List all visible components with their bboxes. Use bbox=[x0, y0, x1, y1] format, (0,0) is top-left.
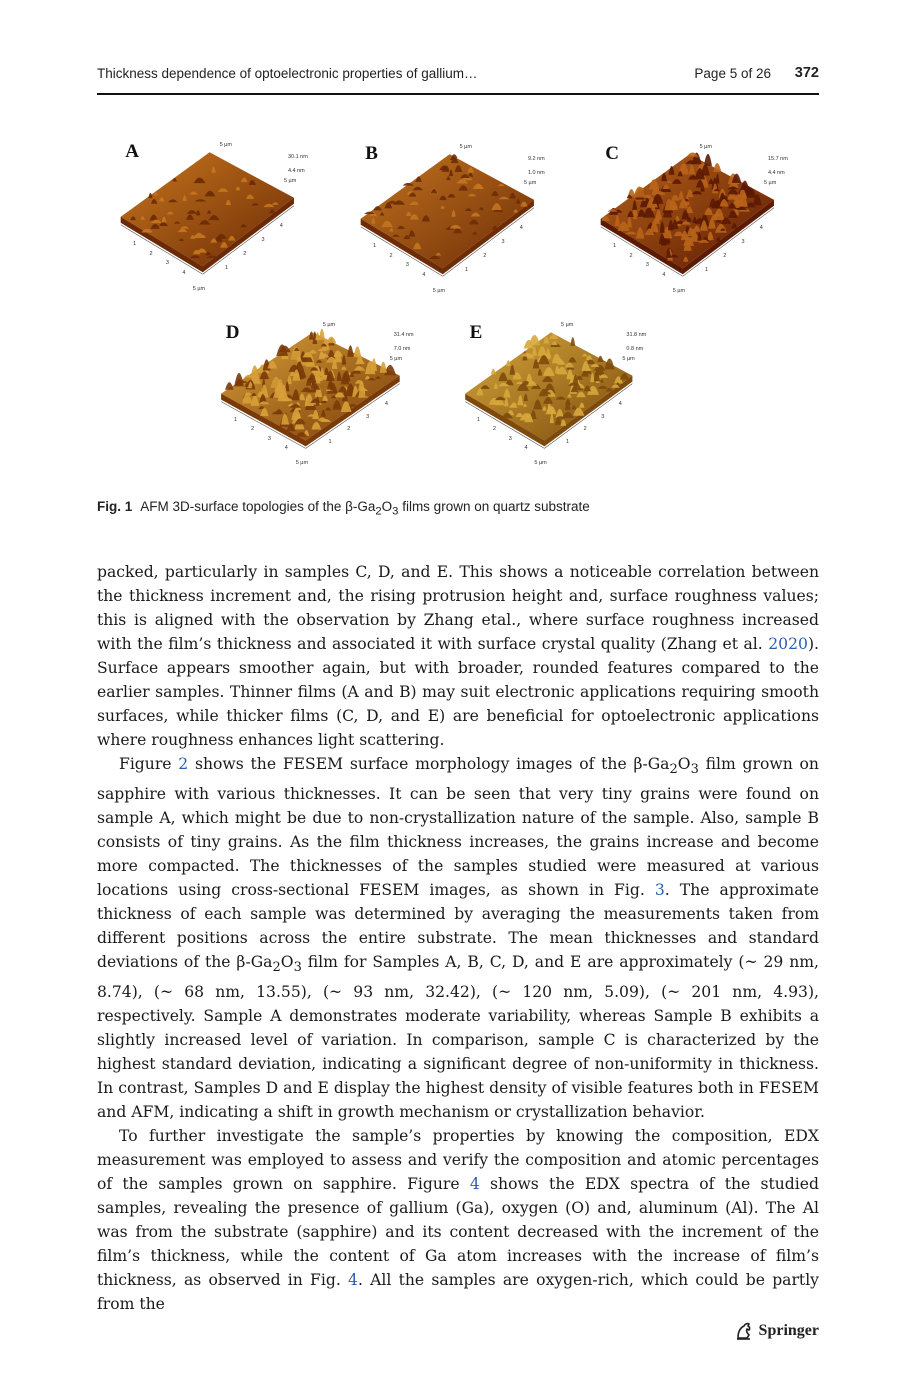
height-scale-top: 30.1 nm bbox=[287, 153, 308, 160]
tick-label-right: 2 bbox=[347, 426, 351, 433]
p2-text-d: film grown on sapphire with various thicknesses. It can be seen that very tiny grains were found on sample A, which might be due to non-crystallization nature of the sample. Also, sample B consists of tiny grains. As the film thickness increases, the grains increase and become more compacted. The thicknesses of the samples studied were measured at various locations using cross-sectional FESEM images, as shown in Fig. bbox=[97, 755, 819, 900]
panel-letter-a: A bbox=[125, 140, 139, 162]
paragraph-1 bbox=[97, 560, 819, 752]
p2-text-g: film for Samples A, B, C, D, and E are approximately (~ 29 nm, 8.74), (~ 68 nm, 13.55), (~ 93 nm, 32.42), (~ 120 nm, 5.09), (~ 201 nm, 4.93), respectively. Sample A demonstrates moderate variability, whereas Sample B exhibits a slightly increased level of variation. In comparison, sample C is characterized by the highest standard deviation, indicating a significant degree of non-uniformity in thickness. In contrast, Samples D and E display the highest density of visible features both in FESEM and AFM, indicating a shift in growth mechanism or crystallization behavior. bbox=[97, 953, 819, 1122]
p2-text-e: . The approximate thickness of each sample was determined by averaging the measurements taken from different positions across the entire substrate. The mean thicknesses and standard deviations of the β-Ga bbox=[97, 881, 819, 972]
tick-label-right: 1 bbox=[225, 264, 229, 271]
figure-4-link[interactable]: 4 bbox=[469, 1175, 480, 1194]
corner-unit-label: 5 µm bbox=[561, 322, 574, 329]
axis-unit-label: 5 µm bbox=[534, 460, 547, 467]
tick-label-right: 3 bbox=[501, 239, 505, 246]
tick-label-left: 2 bbox=[629, 252, 633, 259]
axis-unit-label-b: 5 µm bbox=[283, 177, 297, 184]
p3-text-a: To further investigate the sample’s properties by knowing the composition, EDX measurement was employed to assess and verify the composition and atomic percentages of the samples grown on sapphire. Figure bbox=[97, 1127, 819, 1194]
axis-unit-label-b: 5 µm bbox=[523, 179, 537, 186]
tick-label-left: 2 bbox=[250, 426, 254, 433]
running-header bbox=[97, 64, 819, 86]
p3-text-c: . All the samples are oxygen-rich, which could be partly from the bbox=[97, 1271, 819, 1314]
panel-letter-e: E bbox=[469, 321, 483, 343]
surface-peak bbox=[225, 382, 233, 390]
caption-text-2: O bbox=[381, 499, 393, 514]
surface-peak bbox=[148, 193, 152, 198]
axis-unit-label-b: 5 µm bbox=[622, 355, 635, 362]
paragraph-2 bbox=[97, 752, 819, 1124]
surface-peak bbox=[315, 332, 319, 340]
tick-label-left: 1 bbox=[613, 242, 617, 249]
tick-label-right: 1 bbox=[566, 439, 570, 446]
tick-label-right: 3 bbox=[261, 237, 265, 244]
surface-peak bbox=[491, 369, 496, 375]
tick-label-left: 4 bbox=[524, 445, 528, 452]
surface-peak bbox=[605, 359, 615, 370]
p2-sub-2: 3 bbox=[690, 762, 699, 778]
p3-text-b: shows the EDX spectra of the studied samples, revealing the presence of gallium (Ga), oxygen (O) and, aluminum (Al). The Al was from the substrate (sapphire) and its content decreased with the increment of the film’s thickness, while the content of Ga atom increases with the increase of film’s thickness, as observed in Fig. bbox=[97, 1175, 819, 1290]
tick-label-left: 1 bbox=[477, 416, 481, 423]
figure-3-link[interactable]: 3 bbox=[654, 881, 665, 900]
tick-label-left: 2 bbox=[492, 426, 496, 433]
height-scale-mid: 0.8 nm bbox=[626, 345, 644, 352]
tick-label-left: 4 bbox=[662, 272, 666, 279]
tick-label-left: 3 bbox=[645, 262, 649, 269]
caption-text-3: films grown on quartz substrate bbox=[398, 499, 590, 514]
publisher-name: Springer bbox=[758, 1322, 819, 1339]
p2-text-f: O bbox=[280, 953, 294, 972]
tick-label-right: 4 bbox=[618, 400, 622, 407]
panel-letter-d: D bbox=[225, 321, 240, 343]
p1-text-end: ). Surface appears smoother again, but with broader, rounded features compared to the earlier samples. Thinner films (A and B) may suit electronic applications requiring smooth surfaces, while thicker films (C, D, and E) are beneficial for optoelectronic applications where roughness enhances light scattering. bbox=[97, 635, 819, 749]
caption-sub-2: 3 bbox=[392, 505, 399, 518]
afm-panel-e bbox=[452, 300, 672, 480]
body-text bbox=[97, 560, 819, 1316]
afm-panel-b bbox=[347, 120, 575, 310]
surface-peak bbox=[570, 337, 575, 346]
tick-label-right: 2 bbox=[583, 426, 587, 433]
p2-text-b: shows the FESEM surface morphology images of the β-Ga bbox=[188, 755, 670, 773]
height-scale-mid: 4.4 nm bbox=[287, 167, 305, 174]
tick-label-left: 4 bbox=[182, 270, 186, 277]
tick-label-left: 3 bbox=[267, 435, 271, 442]
publisher-footer bbox=[734, 1321, 819, 1341]
tick-label-left: 2 bbox=[389, 252, 393, 259]
axis-unit-label-b: 5 µm bbox=[389, 355, 403, 362]
surface-peak bbox=[506, 360, 511, 366]
tick-label-left: 4 bbox=[284, 445, 288, 452]
header-rule bbox=[97, 93, 819, 95]
axis-unit-label: 5 µm bbox=[432, 288, 446, 295]
tick-label-right: 3 bbox=[601, 413, 605, 420]
p1-text: packed, particularly in samples C, D, and E. This shows a noticeable correlation between the thickness increment and, the rising protrusion height and, surface roughness values; this is aligned with the observation by Zhang etal., where surface roughness increased with the film’s thickness and associated it with surface crystal quality (Zhang et al. bbox=[97, 563, 819, 653]
corner-unit-label: 5 µm bbox=[459, 144, 472, 151]
figure-label: Fig. 1 bbox=[97, 499, 133, 514]
surface-peak bbox=[234, 373, 244, 386]
p2-sub-3: 2 bbox=[272, 960, 281, 976]
paragraph-3 bbox=[97, 1124, 819, 1316]
height-scale-mid: 4.4 nm bbox=[767, 169, 785, 176]
tick-label-right: 4 bbox=[759, 225, 763, 232]
axis-unit-label: 5 µm bbox=[192, 286, 206, 293]
tick-label-right: 4 bbox=[519, 225, 523, 232]
axis-unit-label-b: 5 µm bbox=[763, 179, 777, 186]
tick-label-right: 1 bbox=[328, 439, 332, 446]
corner-unit-label: 5 µm bbox=[322, 322, 336, 329]
p2-text-a: Figure bbox=[119, 755, 179, 773]
surface-peak bbox=[250, 365, 259, 378]
height-scale-top: 15.7 nm bbox=[767, 155, 788, 162]
height-scale-top: 31.4 nm bbox=[393, 331, 414, 338]
surface-peak bbox=[704, 154, 712, 166]
height-scale-top: 9.2 nm bbox=[527, 155, 545, 162]
afm-panel-c bbox=[587, 120, 815, 310]
height-scale-top: 31.8 nm bbox=[626, 331, 647, 338]
axis-unit-label: 5 µm bbox=[295, 460, 309, 467]
corner-unit-label: 5 µm bbox=[699, 144, 712, 151]
surface-peak bbox=[319, 329, 325, 340]
tick-label-right: 2 bbox=[723, 252, 727, 259]
figure-4-link-2[interactable]: 4 bbox=[348, 1271, 358, 1290]
tick-label-right: 1 bbox=[705, 266, 709, 273]
tick-label-left: 4 bbox=[422, 272, 426, 279]
surface-peak bbox=[347, 345, 354, 357]
p2-sub-4: 3 bbox=[293, 960, 302, 976]
surface-peak bbox=[380, 362, 387, 373]
afm-panel-a bbox=[107, 118, 335, 308]
tick-label-right: 3 bbox=[741, 239, 745, 246]
tick-label-left: 3 bbox=[405, 262, 409, 269]
journal-number: 372 bbox=[794, 65, 819, 81]
running-title: Thickness dependence of optoelectronic properties of gallium… bbox=[97, 66, 478, 81]
p2-text-c: O bbox=[677, 755, 691, 773]
height-scale-mid: 7.0 nm bbox=[393, 345, 411, 352]
tick-label-right: 1 bbox=[465, 266, 469, 273]
figure-caption bbox=[97, 499, 819, 518]
surface-peak bbox=[529, 335, 540, 345]
tick-label-left: 2 bbox=[149, 250, 153, 257]
tick-label-right: 4 bbox=[384, 400, 388, 407]
tick-label-left: 1 bbox=[234, 416, 238, 423]
tick-label-right: 2 bbox=[483, 252, 487, 259]
height-scale-mid: 1.0 nm bbox=[527, 169, 545, 176]
caption-text-1: AFM 3D-surface topologies of the β-Ga bbox=[140, 499, 376, 514]
citation-link[interactable]: 2020 bbox=[768, 635, 808, 653]
panel-letter-c: C bbox=[605, 142, 619, 164]
afm-figure bbox=[97, 108, 819, 488]
panel-letter-b: B bbox=[365, 142, 378, 164]
afm-panel-d bbox=[207, 300, 442, 480]
caption-sub-1: 2 bbox=[375, 505, 382, 518]
tick-label-right: 2 bbox=[243, 250, 247, 257]
corner-unit-label: 5 µm bbox=[219, 142, 232, 149]
tick-label-left: 3 bbox=[165, 260, 169, 267]
p2-sub-1: 2 bbox=[669, 762, 678, 778]
figure-2-link[interactable]: 2 bbox=[178, 755, 189, 773]
tick-label-left: 3 bbox=[508, 435, 512, 442]
springer-horse-icon bbox=[734, 1321, 754, 1341]
axis-unit-label: 5 µm bbox=[672, 288, 686, 295]
surface-peak bbox=[597, 356, 603, 362]
surface-peak bbox=[713, 163, 721, 172]
page-info: Page 5 of 26 bbox=[694, 66, 771, 81]
surface-peak bbox=[740, 181, 749, 190]
tick-label-left: 1 bbox=[373, 242, 377, 249]
tick-label-left: 1 bbox=[133, 240, 137, 247]
tick-label-right: 4 bbox=[279, 223, 283, 230]
surface-peak bbox=[451, 154, 457, 158]
surface-peak bbox=[326, 337, 336, 344]
tick-label-right: 3 bbox=[366, 413, 370, 420]
